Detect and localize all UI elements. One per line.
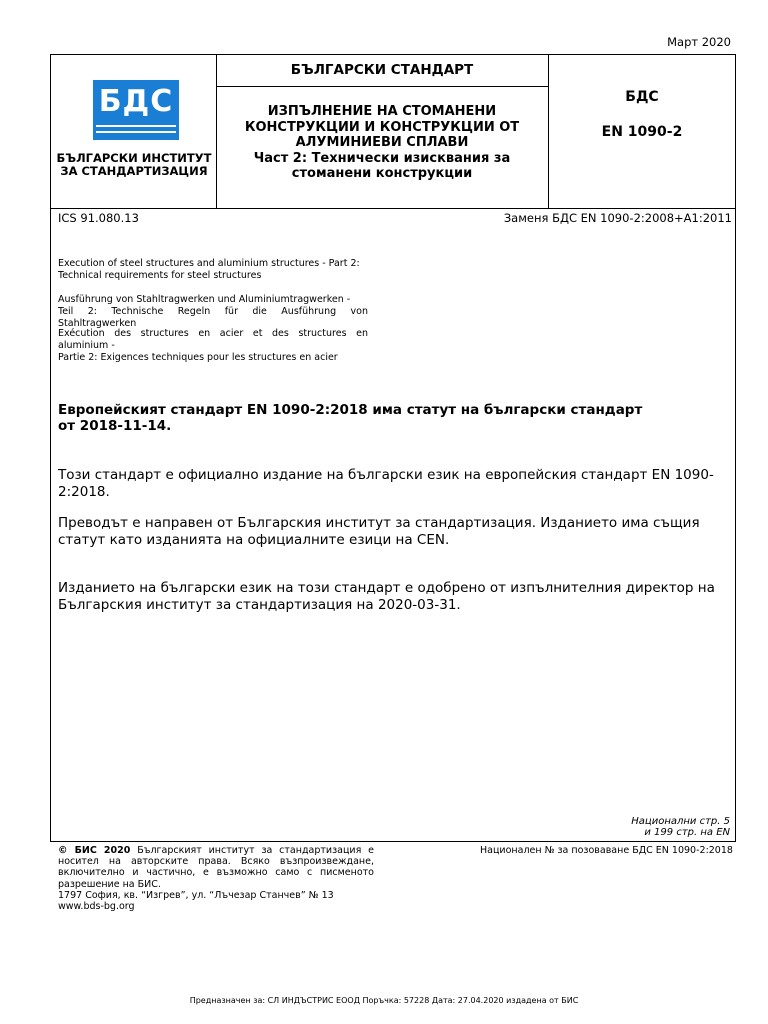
replaces-note: Заменя БДС EN 1090-2:2008+A1:2011 [503,211,732,225]
frame-divider [51,208,735,209]
status-line: от 2018-11-14. [58,418,172,434]
copyright-text: Българският институт за стандартизация е носител на авторските права. Всяко възпроизвеждане, включително и частично, е възможно само с писменото разрешение на БИС. [58,845,375,890]
publication-date: Март 2020 [667,35,731,49]
national-reference-number: Национален № за позоваване БДС EN 1090-2:2018 [480,845,733,856]
page-count [631,816,730,838]
translation-french [58,328,368,364]
official-edition-paragraph: Този стандарт е официално издание на български език на европейския стандарт EN 1090-2:2018. [58,467,714,500]
title-line: КОНСТРУКЦИИ И КОНСТРУКЦИИ ОТ [244,119,520,135]
logo-stripe [96,131,176,133]
address: 1797 София, кв. “Изгрев”, ул. “Лъчезар Станчев” № 13 [58,889,334,901]
translation-english [58,258,368,282]
institute-name-line: ЗА СТАНДАРТИЗАЦИЯ [60,164,208,178]
standard-title [222,104,542,182]
translation-paragraph: Преводът е направен от Българския институт за стандартизация. Изданието има същия статут като изданията на официалните езици на CEN. [58,515,700,548]
status-line: Европейският стандарт EN 1090-2:2018 има статут на български стандарт [58,402,643,418]
translation-line: Execution of steel structures and aluminium structures - Part 2: [58,258,360,269]
institute-name-line: БЪЛГАРСКИ ИНСТИТУТ [56,151,212,165]
translation-line: Ausführung von Stahltragwerken und Aluminiumtragwerken - [58,294,351,305]
logo-text: БДС [98,84,174,119]
license-note: Предназначен за: СЛ ИНДЪСТРИС ЕООД Поръчка: 57228 Дата: 27.04.2020 издадена от БИС [189,996,579,1005]
translation-line: Exécution des structures en acier et des structures en aluminium - [58,328,368,351]
title-line: ИЗПЪЛНЕНИЕ НА СТОМАНЕНИ [267,104,497,119]
title-line: АЛУМИНИЕВИ СПЛАВИ [295,135,469,150]
translation-german [58,294,368,330]
translation-line: Partie 2: Exigences techniques pour les structures en acier [58,352,338,363]
institute-name [52,152,216,178]
logo-stripe [96,125,176,127]
translation-line: Teil 2: Technische Regeln für die Ausführung von Stahltragwerken [58,306,368,329]
title-line: Част 2: Технически изисквания за [253,150,511,166]
status-statement [58,402,658,434]
standard-header: БЪЛГАРСКИ СТАНДАРТ [290,62,474,78]
ics-code: ICS 91.080.13 [58,211,139,225]
standard-code-prefix: БДС [625,89,659,105]
title-line: стоманени конструкции [291,166,473,181]
copyright-holder: © БИС 2020 [58,845,131,856]
frame-divider [216,55,217,209]
frame-divider [216,86,549,87]
translation-line: Technical requirements for steel structures [58,270,262,281]
approval-paragraph: Изданието на български език на този стандарт е одобрено от изпълнителния директор на Българския институт за стандартизация на 2020-03-31. [58,580,715,613]
bds-logo [93,80,179,140]
page-count-line: и 199 стр. на EN [644,827,730,838]
website-link[interactable]: www.bds-bg.org [58,901,135,913]
copyright-notice [58,845,374,912]
copyright-statement [58,845,374,890]
standard-code-number: EN 1090-2 [601,124,683,140]
page-count-line: Национални стр. 5 [631,816,730,827]
